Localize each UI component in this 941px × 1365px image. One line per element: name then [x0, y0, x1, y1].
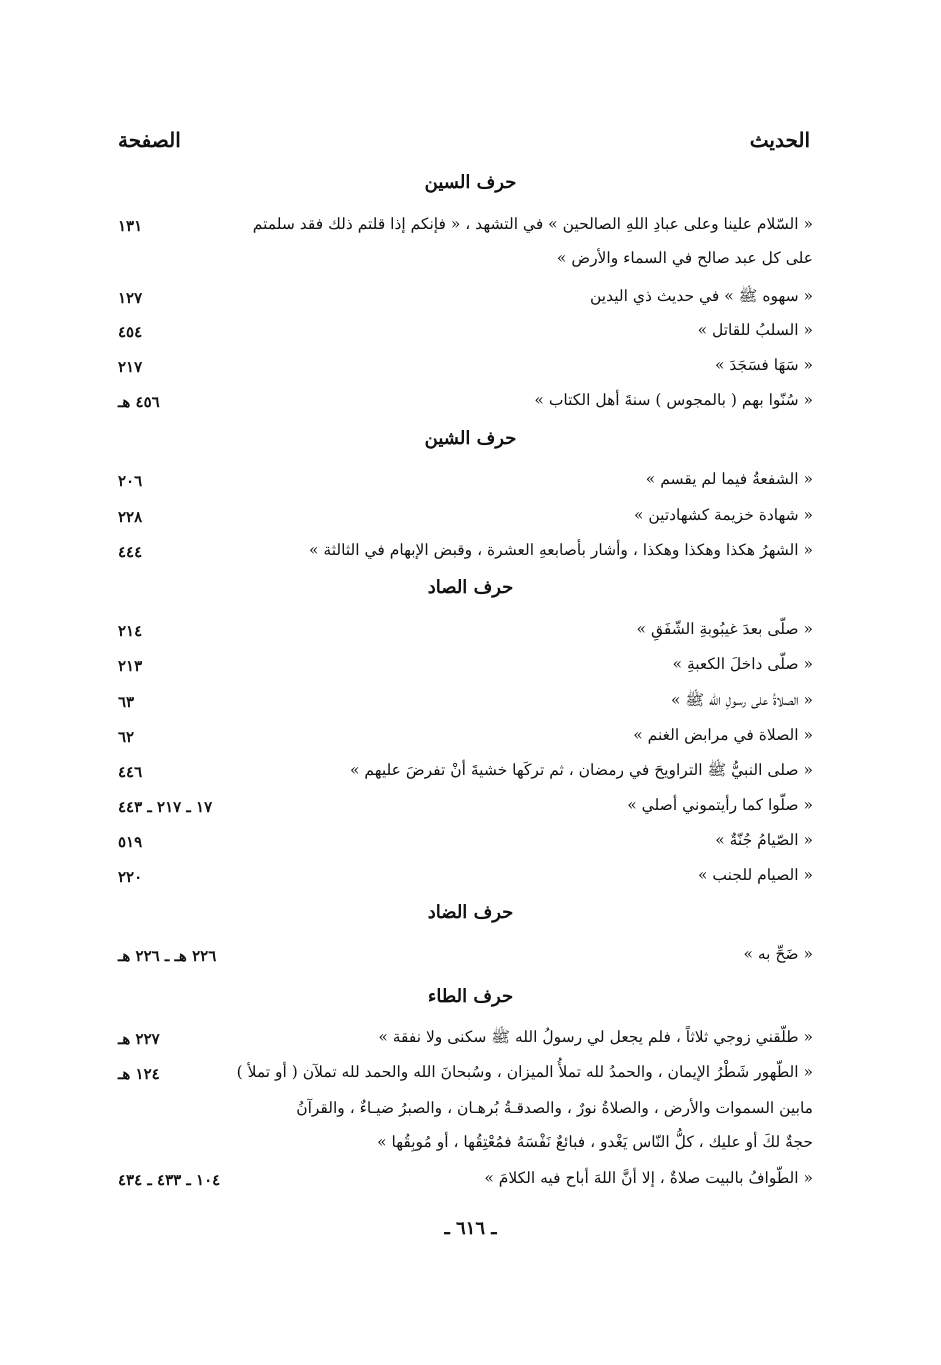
- hadith-entry: « الصلاةُ على رسولِ الله ﷺ »: [670, 691, 813, 709]
- hadith-entry: « الشهرُ هكذا وهكذا وهكذا ، وأشار بأصابعهِ العشرة ، وقبض الإبهام في الثالثة »: [309, 541, 813, 559]
- hadith-entry: « الشفعةُ فيما لم يقسم »: [645, 470, 813, 488]
- page-reference: ١٠٤ ـ ٤٣٣ ـ ٤٣٤: [118, 1171, 221, 1189]
- page-number: ـ ٦١٦ ـ: [444, 1218, 497, 1239]
- page-reference: ١٧ ـ ٢١٧ ـ ٤٤٣: [118, 798, 213, 816]
- section-title-ta: حرف الطاء: [427, 986, 514, 1007]
- hadith-entry: « شهادة خزيمة كشهادتين »: [633, 506, 813, 524]
- hadith-entry: « الطّوافُ بالبيت صلاةٌ ، إلا أنَّ اللهَ أباح فيه الكلامَ »: [484, 1169, 813, 1187]
- hadith-entry-continuation: مابين السموات والأرض ، والصلاةُ نورٌ ، والصدقـةُ بُرهـان ، والصبرُ ضيـاءٌ ، والقرآنُ: [296, 1099, 813, 1117]
- page-reference: ٢٢٨: [118, 508, 143, 526]
- hadith-entry: « سهوه ﷺ » في حديث ذي اليدين: [589, 287, 813, 305]
- hadith-entry: « سَهَا فسَجَدَ »: [715, 356, 813, 374]
- page-reference: ٤٥٤: [118, 323, 143, 341]
- page-reference: ٢٢٧ هـ: [118, 1030, 160, 1048]
- page-reference: ٢١٣: [118, 657, 143, 675]
- hadith-entry: « الطّهور شَطْرُ الإيمان ، والحمدُ لله تملأُ الميزان ، وسُبحانَ الله والحمد لله تملآن ( أو تملأ ): [236, 1063, 813, 1081]
- hadith-entry-continuation: حجةٌ لكَ أو عليك ، كلُّ النّاس يَغْدو ، فبائعٌ نَفْسَهُ فمُعْتِقُها ، أو مُوبِقُها »: [377, 1133, 813, 1151]
- hadith-entry-continuation: على كل عبد صالح في السماء والأرض »: [556, 249, 813, 267]
- page-reference: ١٣١: [118, 217, 143, 235]
- hadith-entry: « صلى النبيُّ ﷺ التراويحَ في رمضان ، ثم تركَها خشيةَ أنْ تفرضَ عليهم »: [349, 761, 813, 779]
- page-reference: ١٢٧: [118, 289, 143, 307]
- page-reference: ٢٢٦ هـ ـ ٢٢٦ هـ: [118, 947, 217, 965]
- hadith-entry: « ضَحِّ به »: [743, 945, 813, 963]
- hadith-entry: « السّلام علينا وعلى عبادِ اللهِ الصالحين » في التشهد ، « فإنكم إذا قلتم ذلك فقد سلمتم: [252, 215, 813, 233]
- page-reference: ٤٤٤: [118, 543, 143, 561]
- hadith-entry: « صلّوا كما رأيتموني أصلي »: [627, 796, 813, 814]
- page-reference: ٥١٩: [118, 833, 143, 851]
- section-title-dad: حرف الضاد: [427, 902, 514, 923]
- section-title-sin: حرف السين: [424, 172, 517, 193]
- page-reference: ١٢٤ هـ: [118, 1065, 160, 1083]
- hadith-column-header: الحديث: [749, 128, 810, 152]
- section-title-sad: حرف الصاد: [427, 577, 514, 598]
- hadith-entry: « الصيام للجنب »: [698, 866, 813, 884]
- page-column-header: الصفحة: [118, 128, 181, 152]
- page-reference: ٤٤٦: [118, 763, 143, 781]
- page-reference: ٢٢٠: [118, 868, 143, 886]
- hadith-entry: « سُنّوا بهم ( بالمجوس ) سنةَ أهل الكتاب »: [534, 391, 813, 409]
- hadith-entry: « السلبُ للقاتل »: [697, 321, 813, 339]
- page-reference: ٤٥٦ هـ: [118, 393, 160, 411]
- page-reference: ٢١٤: [118, 622, 143, 640]
- hadith-entry: « الصلاة في مرابض الغنم »: [633, 726, 813, 744]
- hadith-entry: « طلّقني زوجي ثلاثاً ، فلم يجعل لي رسولُ الله ﷺ سكنى ولا نفقة »: [378, 1028, 813, 1046]
- page-reference: ٢٠٦: [118, 472, 143, 490]
- hadith-entry: « الصّيامُ جُنّةٌ »: [715, 831, 813, 849]
- hadith-entry: « صلّى داخلَ الكعبةِ »: [672, 655, 813, 673]
- section-title-shin: حرف الشين: [424, 428, 517, 449]
- page-reference: ٦٣: [118, 693, 135, 711]
- page-reference: ٦٢: [118, 728, 135, 746]
- page-reference: ٢١٧: [118, 358, 143, 376]
- hadith-entry: « صلّى بعدَ غيبُوبةِ الشّفَقِ »: [636, 620, 813, 638]
